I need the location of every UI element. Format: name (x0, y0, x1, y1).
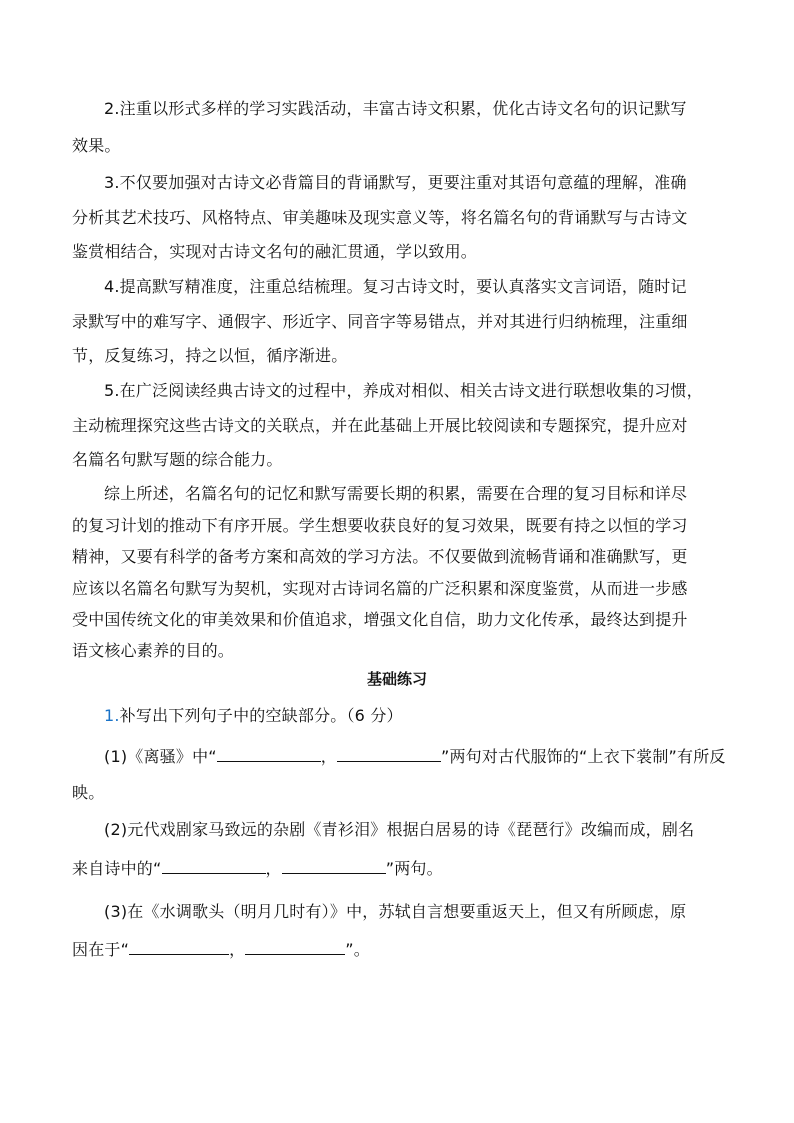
item-1-separator: ， (320, 747, 337, 766)
summary-line-5: 受中国传统文化的审美效果和价值追求，增强文化自信，助力文化传承，最终达到提升 (72, 610, 688, 629)
summary-line-6: 语文核心素养的目的。 (72, 641, 235, 660)
paragraph-4-line-1: 4.提高默写精准度，注重总结梳理。复习古诗文时，要认真落实文言词语，随时记 (104, 277, 687, 296)
question-1-text: 补写出下列句子中的空缺部分。（6 分） (119, 706, 403, 725)
item-2-suffix: ”两句。 (385, 859, 443, 878)
question-1-prompt (104, 704, 403, 728)
item-2-separator: ， (265, 859, 282, 878)
answer-blank-4[interactable] (282, 859, 386, 874)
paragraph-5-line-1: 5.在广泛阅读经典古诗文的过程中，养成对相似、相关古诗文进行联想收集的习惯， (104, 381, 703, 400)
answer-blank-6[interactable] (245, 940, 345, 955)
item-2-prefix: 来自诗中的“ (72, 859, 162, 878)
paragraph-3-line-1: 3.不仅要加强对古诗文必背篇目的背诵默写，更要注重对其语句意蕴的理解，准确 (104, 173, 687, 192)
paragraph-5-line-2: 主动梳理探究这些古诗文的关联点，并在此基础上开展比较阅读和专题探究，提升应对 (72, 416, 688, 435)
question-1-item-1-line-1 (104, 745, 726, 769)
item-1-suffix: ”两句对古代服饰的“上衣下裳制”有所反 (440, 747, 726, 766)
question-1-item-3-line-2 (72, 938, 370, 962)
question-1-item-1-line-2: 映。 (72, 783, 105, 802)
summary-line-3: 精神，又要有科学的备考方案和高效的学习方法。不仅要做到流畅背诵和准确默写，更 (72, 547, 688, 566)
paragraph-4-line-2: 录默写中的难写字、通假字、形近字、同音字等易错点，并对其进行归纳梳理，注重细 (72, 312, 688, 331)
item-3-separator: ， (229, 940, 246, 959)
answer-blank-1[interactable] (217, 747, 321, 762)
paragraph-3-line-2: 分析其艺术技巧、风格特点、审美趣味及现实意义等，将名篇名句的背诵默写与古诗文 (72, 208, 688, 227)
paragraph-2-line-1: 2.注重以形式多样的学习实践活动，丰富古诗文积累，优化古诗文名句的识记默写 (104, 99, 687, 118)
summary-line-1: 综上所述，名篇名句的记忆和默写需要长期的积累，需要在合理的复习目标和详尽 (104, 484, 688, 503)
summary-line-4: 应该以名篇名句默写为契机，实现对古诗词名篇的广泛积累和深度鉴赏，从而进一步感 (72, 579, 688, 598)
question-number: 1. (104, 706, 120, 725)
item-3-prefix: 因在于“ (72, 940, 130, 959)
answer-blank-3[interactable] (162, 859, 266, 874)
summary-line-2: 的复习计划的推动下有序开展。学生想要收获良好的复习效果，既要有持之以恒的学习 (72, 516, 688, 535)
question-1-item-2-line-1: (2)元代戏剧家马致远的杂剧《青衫泪》根据白居易的诗《琵琶行》改编而成，剧名 (104, 820, 695, 839)
item-3-suffix: ”。 (345, 940, 370, 959)
paragraph-2-line-2: 效果。 (72, 136, 121, 155)
question-1-item-3-line-1: (3)在《水调歌头（明月几时有）》中，苏轼自言想要重返天上，但又有所顾虑，原 (104, 902, 687, 921)
paragraph-4-line-3: 节，反复练习，持之以恒，循序渐进。 (72, 346, 348, 365)
answer-blank-5[interactable] (129, 940, 229, 955)
item-1-prefix: (1)《离骚》中“ (104, 747, 217, 766)
question-1-item-2-line-2 (72, 857, 443, 881)
answer-blank-2[interactable] (337, 747, 441, 762)
section-title: 基础练习 (366, 670, 427, 688)
paragraph-3-line-3: 鉴赏相结合，实现对古诗文名句的融汇贯通，学以致用。 (72, 242, 478, 261)
paragraph-5-line-3: 名篇名句默写题的综合能力。 (72, 450, 283, 469)
